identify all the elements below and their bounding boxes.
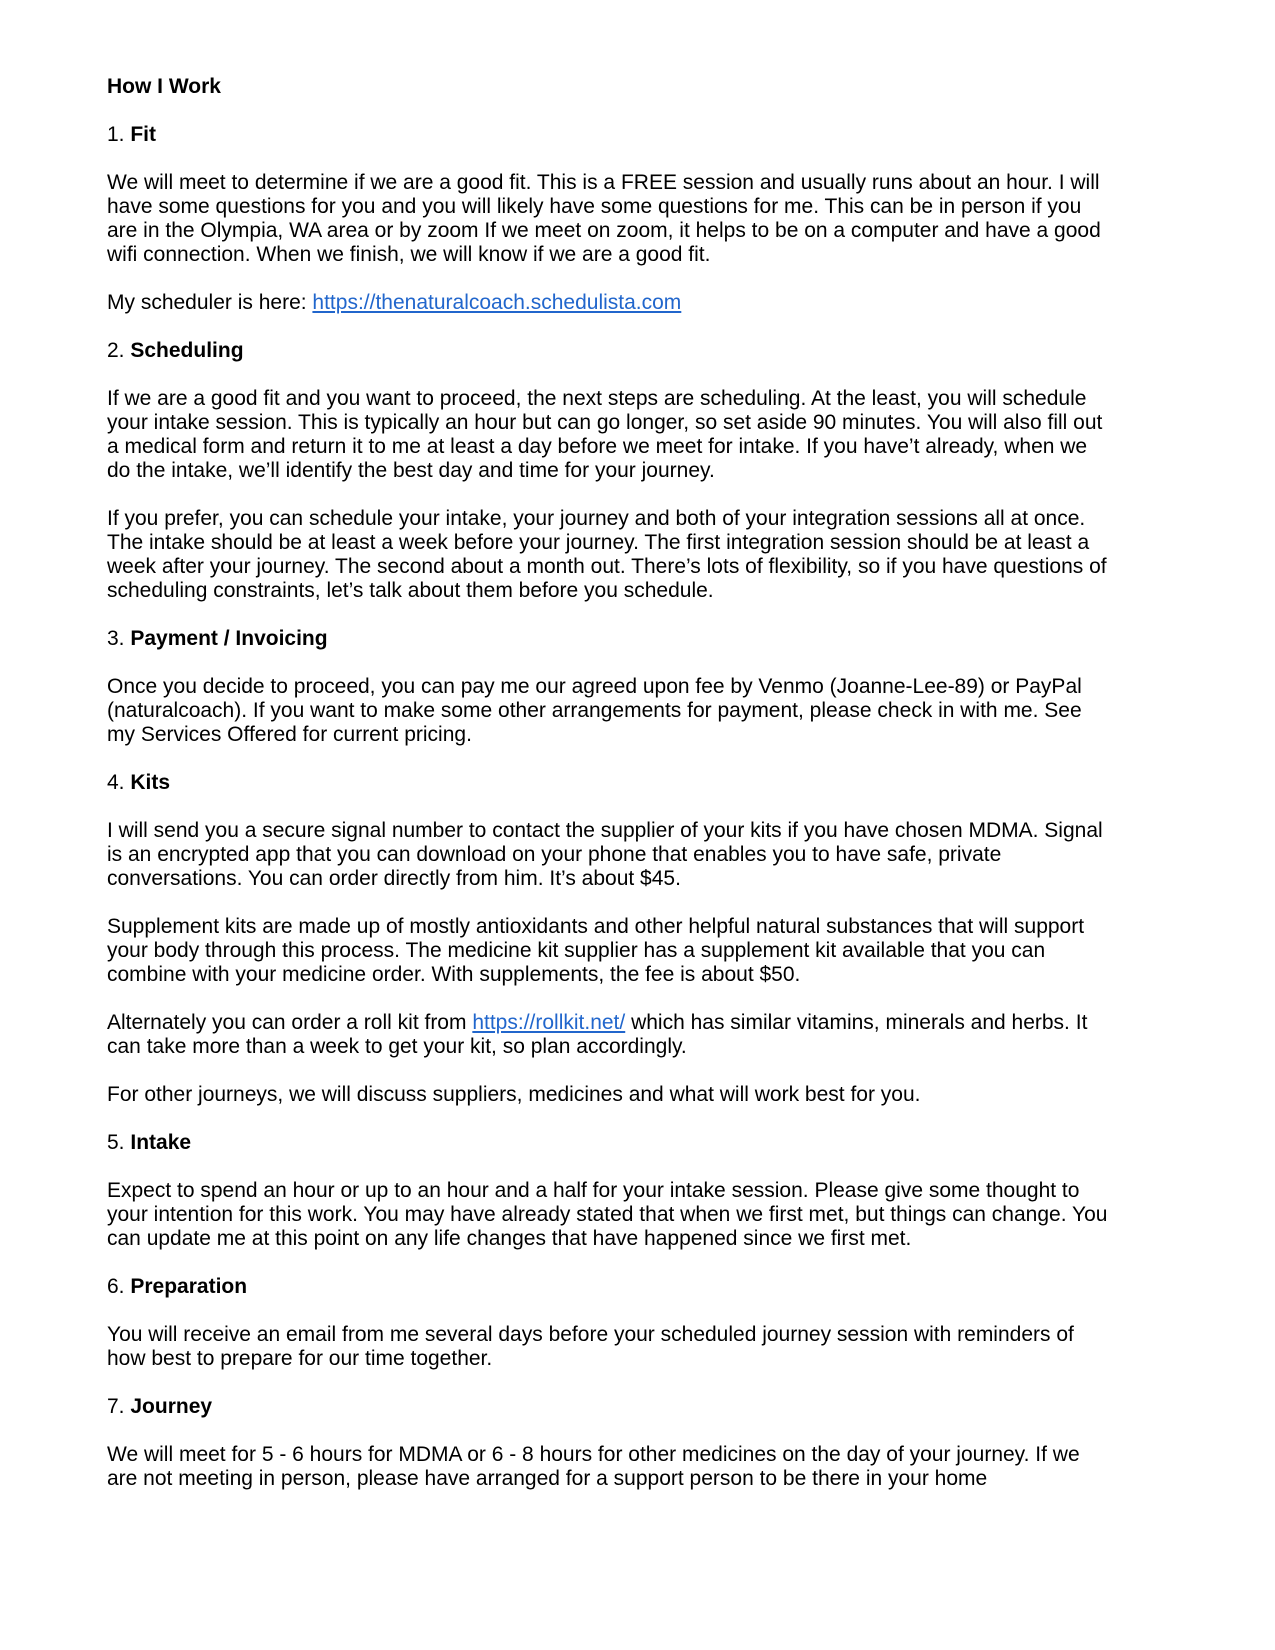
section-title: Journey — [130, 1395, 213, 1418]
scheduler-paragraph — [107, 291, 1110, 315]
paragraph: I will send you a secure signal number to contact the supplier of your kits if you have chosen MDMA. Signal is an encrypted app that you can download on your phone that enables you to have safe, private conversations. You can order directly from him. It’s about $45. — [107, 819, 1103, 890]
paragraph: We will meet to determine if we are a good fit. This is a FREE session and usually runs about an hour. I will have some questions for you and you will likely have some questions for me. This can be in person if you are in the Olympia, WA area or by zoom If we meet on zoom, it helps to be on a computer and have a good wifi connection. When we finish, we will know if we are a good fit. — [107, 171, 1101, 266]
section-heading-journey — [107, 1395, 1110, 1419]
scheduler-link[interactable]: https://thenaturalcoach.schedulista.com — [312, 291, 682, 314]
section-title: Payment / Invoicing — [130, 627, 328, 650]
rollkit-link[interactable]: https://rollkit.net/ — [472, 1011, 626, 1034]
section-title: Kits — [130, 771, 171, 794]
paragraph: For other journeys, we will discuss suppliers, medicines and what will work best for you. — [107, 1083, 921, 1106]
document-title: How I Work — [107, 75, 221, 98]
paragraph: We will meet for 5 - 6 hours for MDMA or 6 - 8 hours for other medicines on the day of your journey. If we are not meeting in person, please have arranged for a support person to be there in your home — [107, 1443, 1080, 1490]
section-number: 5. — [107, 1131, 125, 1154]
section-number: 3. — [107, 627, 125, 650]
paragraph: Supplement kits are made up of mostly antioxidants and other helpful natural substances that will support your body through this process. The medicine kit supplier has a supplement kit available that you can combine with your medicine order. With supplements, the fee is about $50. — [107, 915, 1085, 986]
section-heading-intake — [107, 1131, 1110, 1155]
rollkit-link-prefix: Alternately you can order a roll kit from — [107, 1011, 473, 1034]
section-heading-scheduling — [107, 339, 1110, 363]
section-number: 6. — [107, 1275, 125, 1298]
rollkit-paragraph — [107, 1011, 1110, 1059]
paragraph: Once you decide to proceed, you can pay me our agreed upon fee by Venmo (Joanne-Lee-89) or PayPal (naturalcoach). If you want to make some other arrangements for payment, please check in with me. See my Services Offered for current pricing. — [107, 675, 1082, 746]
section-heading-preparation — [107, 1275, 1110, 1299]
section-title: Fit — [130, 123, 157, 146]
section-title: Scheduling — [130, 339, 244, 362]
section-number: 1. — [107, 123, 125, 146]
rollkit-link-suffix: which has similar vitamins, minerals and herbs. It can take more than a week to get your kit, so plan accordingly. — [107, 1011, 1088, 1058]
paragraph: Expect to spend an hour or up to an hour and a half for your intake session. Please give some thought to your intention for this work. You may have already stated that when we first met, but things can change. You can update me at this point on any life changes that have happened since we first met. — [107, 1179, 1108, 1250]
scheduler-link-prefix: My scheduler is here: — [107, 291, 313, 314]
section-number: 2. — [107, 339, 125, 362]
section-number: 4. — [107, 771, 125, 794]
paragraph: If we are a good fit and you want to proceed, the next steps are scheduling. At the least, you will schedule your intake session. This is typically an hour but can go longer, so set aside 90 minutes. You will also fill out a medical form and return it to me at least a day before we meet for intake. If you have’t already, when we do the intake, we’ll identify the best day and time for your journey. — [107, 387, 1103, 482]
paragraph: You will receive an email from me several days before your scheduled journey session with reminders of how best to prepare for our time together. — [107, 1323, 1074, 1370]
section-heading-fit — [107, 123, 1110, 147]
section-heading-payment — [107, 627, 1110, 651]
section-title: Intake — [130, 1131, 192, 1154]
section-number: 7. — [107, 1395, 125, 1418]
section-title: Preparation — [130, 1275, 248, 1298]
section-heading-kits — [107, 771, 1110, 795]
paragraph: If you prefer, you can schedule your intake, your journey and both of your integration sessions all at once. The intake should be at least a week before your journey. The first integration session should be at least a week after your journey. The second about a month out. There’s lots of flexibility, so if you have questions of scheduling constraints, let’s talk about them before you schedule. — [107, 507, 1107, 602]
